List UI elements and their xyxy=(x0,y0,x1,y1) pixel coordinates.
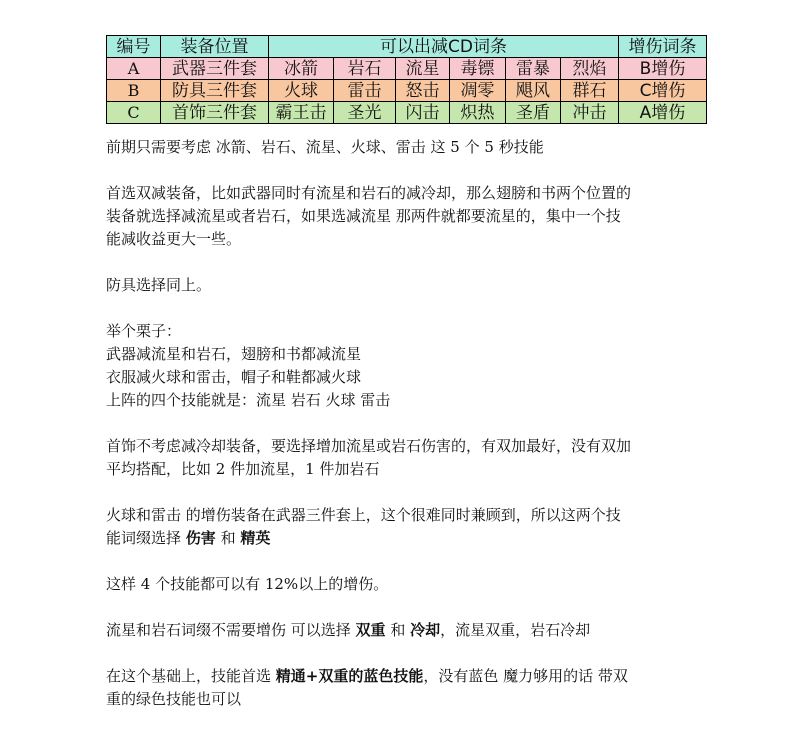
skill-cell: 雷暴 xyxy=(506,58,561,80)
skill-cell: 火球 xyxy=(269,80,334,102)
row-code: A xyxy=(107,58,161,80)
paragraph-line xyxy=(106,665,726,688)
skill-cell: 雷击 xyxy=(334,80,396,102)
paragraph-line: 火球和雷击 的增伤装备在武器三件套上，这个很难同时兼顾到，所以这两个技 xyxy=(106,506,621,524)
skill-cell: 圣光 xyxy=(334,102,396,124)
table-header-row xyxy=(107,36,707,58)
row-position: 防具三件套 xyxy=(161,80,269,102)
paragraph-line: 武器减流星和岩石，翅膀和书都减流星 xyxy=(106,345,362,363)
paragraph-line xyxy=(106,527,726,550)
table-row xyxy=(107,80,707,102)
header-damage-affix: 增伤词条 xyxy=(619,36,707,58)
text-span: ，没有蓝色 魔力够用的话 带双 xyxy=(423,667,628,685)
header-code: 编号 xyxy=(107,36,161,58)
row-position: 武器三件套 xyxy=(161,58,269,80)
skill-cell: 岩石 xyxy=(334,58,396,80)
skill-cell: 冰箭 xyxy=(269,58,334,80)
row-damage: B增伤 xyxy=(619,58,707,80)
text-span: 在这个基础上，技能首选 xyxy=(106,667,276,685)
equipment-table xyxy=(106,35,707,124)
text-span: 流星和岩石词缀不需要增伤 可以选择 xyxy=(106,621,356,639)
bold-blue-skill: 精通+双重的蓝色技能 xyxy=(275,667,424,685)
paragraph-line: 上阵的四个技能就是：流星 岩石 火球 雷击 xyxy=(106,391,391,409)
table-row xyxy=(107,102,707,124)
paragraph-line: 重的绿色技能也可以 xyxy=(106,690,242,708)
paragraph-line: 首饰不考虑减冷却装备，要选择增加流星或岩石伤害的，有双加最好，没有双加 xyxy=(106,437,632,455)
skill-cell: 怒击 xyxy=(396,80,450,102)
skill-cell: 霸王击 xyxy=(269,102,334,124)
row-code: B xyxy=(107,80,161,102)
paragraph-armor: 防具选择同上。 xyxy=(106,276,212,294)
bold-elite: 精英 xyxy=(240,529,271,547)
paragraph-early-skills: 前期只需要考虑 冰箭、岩石、流星、火球、雷击 这 5 个 5 秒技能 xyxy=(106,138,544,156)
skill-cell: 流星 xyxy=(396,58,450,80)
row-damage: A增伤 xyxy=(619,102,707,124)
paragraph-line: 平均搭配，比如 2 件加流星，1 件加岩石 xyxy=(106,460,380,478)
paragraph-line: 举个栗子： xyxy=(106,322,182,340)
bold-damage: 伤害 xyxy=(185,529,216,547)
guide-text xyxy=(106,136,726,711)
skill-cell: 炽热 xyxy=(450,102,506,124)
paragraph-line: 首选双减装备，比如武器同时有流星和岩石的减冷却，那么翅膀和书两个位置的 xyxy=(106,184,632,202)
skill-cell: 闪击 xyxy=(396,102,450,124)
paragraph-line xyxy=(106,619,726,642)
paragraph-line: 装备就选择减流星或者岩石，如果选减流星 那两件就都要流星的，集中一个技 xyxy=(106,207,621,225)
skill-cell: 烈焰 xyxy=(561,58,619,80)
skill-cell: 飓风 xyxy=(506,80,561,102)
text-span: 和 xyxy=(215,529,241,547)
paragraph-line: 这样 4 个技能都可以有 12%以上的增伤。 xyxy=(106,575,389,593)
row-position: 首饰三件套 xyxy=(161,102,269,124)
skill-cell: 圣盾 xyxy=(506,102,561,124)
skill-cell: 凋零 xyxy=(450,80,506,102)
table-row xyxy=(107,58,707,80)
text-span: 和 xyxy=(385,621,411,639)
text-span: ，流星双重，岩石冷却 xyxy=(440,621,591,639)
text-span: 能词缀选择 xyxy=(106,529,186,547)
paragraph-line: 能减收益更大一些。 xyxy=(106,230,242,248)
row-damage: C增伤 xyxy=(619,80,707,102)
skill-cell: 毒镖 xyxy=(450,58,506,80)
header-cd-affixes: 可以出减CD词条 xyxy=(269,36,619,58)
skill-cell: 群石 xyxy=(561,80,619,102)
bold-cooldown: 冷却 xyxy=(410,621,441,639)
skill-cell: 冲击 xyxy=(561,102,619,124)
row-code: C xyxy=(107,102,161,124)
paragraph-line: 衣服减火球和雷击，帽子和鞋都减火球 xyxy=(106,368,362,386)
header-position: 装备位置 xyxy=(161,36,269,58)
bold-double: 双重 xyxy=(355,621,386,639)
